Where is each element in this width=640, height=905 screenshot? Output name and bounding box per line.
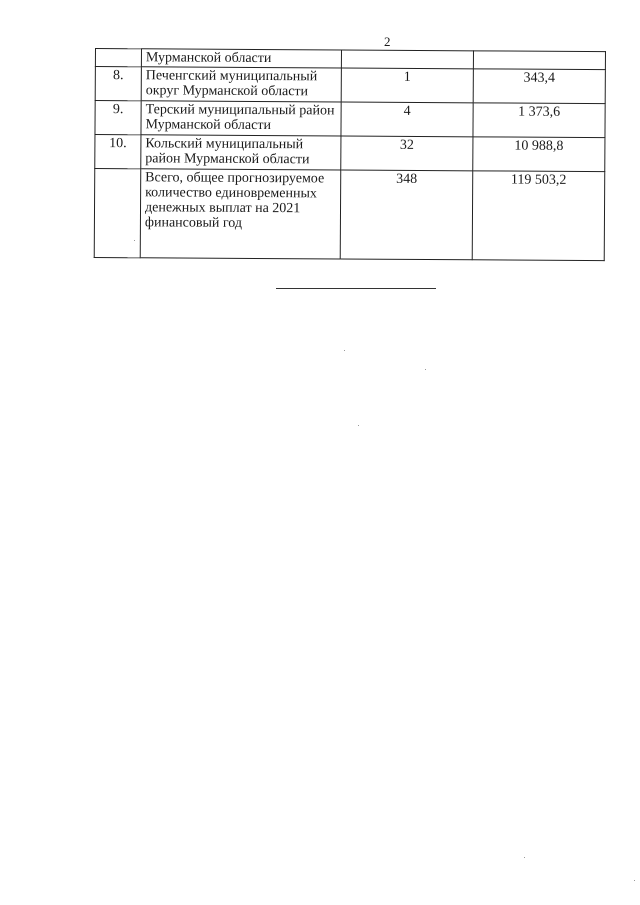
payment-amount <box>473 51 605 70</box>
row-number: 8. <box>95 67 141 101</box>
payment-count: 32 <box>341 136 473 171</box>
table-row <box>95 101 605 138</box>
payment-count: 1 <box>341 68 473 103</box>
row-number: 9. <box>95 101 141 135</box>
scan-speck <box>524 857 525 858</box>
scan-speck <box>634 880 635 881</box>
payments-table-wrap <box>94 48 605 261</box>
total-count: 348 <box>340 170 473 260</box>
scan-speck <box>134 240 135 241</box>
municipality-name: Мурманской области <box>141 49 341 68</box>
scan-speck <box>358 425 359 426</box>
payments-table <box>94 48 606 261</box>
page-number: 2 <box>384 34 391 49</box>
table-row <box>95 67 605 104</box>
payment-count <box>341 50 473 69</box>
table-total-row <box>94 169 605 261</box>
payment-count: 4 <box>341 102 473 137</box>
scan-speck <box>344 350 345 351</box>
payment-amount: 10 988,8 <box>473 137 605 172</box>
total-label: Всего, общее прогнозируемое количество единовременных денежных выплат на 2021 финансовый год <box>140 169 341 259</box>
payment-amount: 343,4 <box>473 69 605 104</box>
scan-speck <box>425 369 426 370</box>
row-number <box>94 169 141 258</box>
total-amount: 119 503,2 <box>472 171 605 261</box>
municipality-name: Кольский муниципальный район Мурманской области <box>141 135 341 170</box>
end-divider <box>276 288 436 289</box>
row-number <box>95 49 141 67</box>
municipality-name: Печенгский муниципальный округ Мурманской области <box>141 67 341 102</box>
row-number: 10. <box>95 135 141 169</box>
table-row <box>95 135 605 172</box>
municipality-name: Терский муниципальный район Мурманской области <box>141 101 341 136</box>
payment-amount: 1 373,6 <box>473 103 605 138</box>
